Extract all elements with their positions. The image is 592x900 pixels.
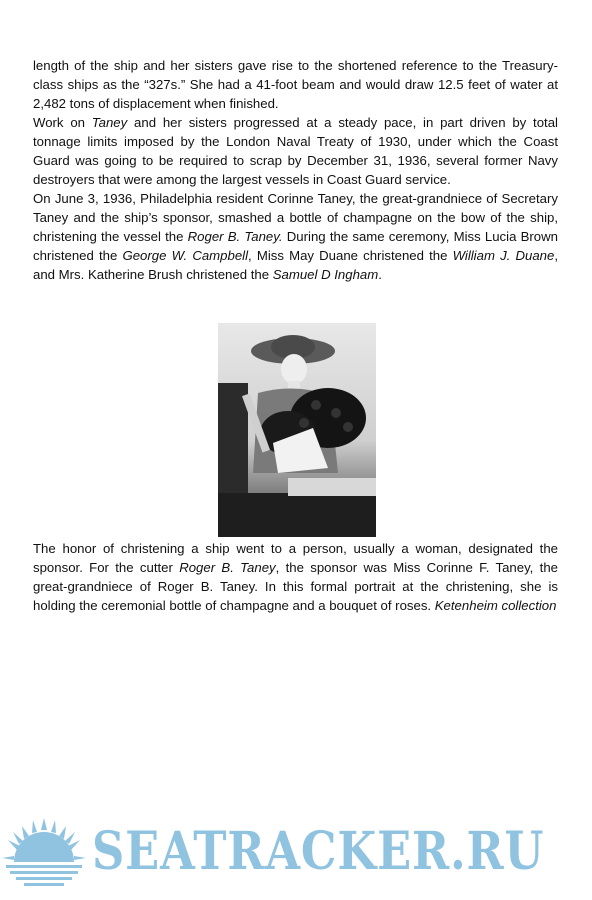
text-run: length of the ship and her sisters gave rise to the shortened reference to the Treasury-class ships as the “327s.” She had a 41-foot beam and would draw 12.5 feet of water at 2,482 tons of displacement when finished. xyxy=(33,58,558,111)
watermark xyxy=(0,808,592,900)
text-run: , and Mrs. Katherine Brush christened the xyxy=(33,248,558,282)
sun-icon xyxy=(2,818,86,894)
text-run: During the same ceremony, Miss Lucia Brown christened the xyxy=(33,229,559,263)
italic-text-run: Roger B. Taney xyxy=(179,560,276,575)
text-run: On June 3, 1936, Philadelphia resident Corinne Taney, the great-grandniece of Secretary Taney and the ship’s sponsor, smashed a bottle of champagne on the bow of the ship, christening the vessel the xyxy=(33,191,558,244)
italic-text-run: Roger B. Taney. xyxy=(187,229,283,244)
italic-text-run: William J. Duane xyxy=(452,248,555,263)
portrait-photo-image xyxy=(218,323,376,537)
body-text xyxy=(33,56,558,284)
photo-caption xyxy=(33,539,558,615)
paragraph-2 xyxy=(33,113,558,189)
italic-text-run: George W. Campbell xyxy=(122,248,249,263)
watermark-text: SEATRACKER.RU xyxy=(92,821,545,882)
text-run: , the sponsor was Miss Corinne F. Taney, the great-grandniece of Roger B. Taney. In this formal portrait at the christening, she is holding the ceremonial bottle of champagne and a bouquet of roses. xyxy=(33,560,558,613)
italic-text-run: Ketenheim collection xyxy=(434,598,557,613)
christening-portrait-photo xyxy=(218,323,376,537)
paragraph-1 xyxy=(33,56,558,113)
text-run: , Miss May Duane christened the xyxy=(248,248,453,263)
text-run: Work on xyxy=(33,115,92,130)
text-run: The honor of christening a ship went to a person, usually a woman, designated the sponsor. For the cutter xyxy=(33,541,558,575)
italic-text-run: Samuel D Ingham xyxy=(272,267,379,282)
text-run: and her sisters progressed at a steady pace, in part driven by total tonnage limits imposed by the London Naval Treaty of 1930, under which the Coast Guard was going to be required to scrap by December 31, 1936, several former Navy destroyers that were among the largest vessels in Coast Guard service. xyxy=(33,115,558,187)
paragraph-3 xyxy=(33,189,558,284)
caption-paragraph xyxy=(33,539,558,615)
italic-text-run: Taney xyxy=(91,115,128,130)
text-run: . xyxy=(378,267,382,282)
